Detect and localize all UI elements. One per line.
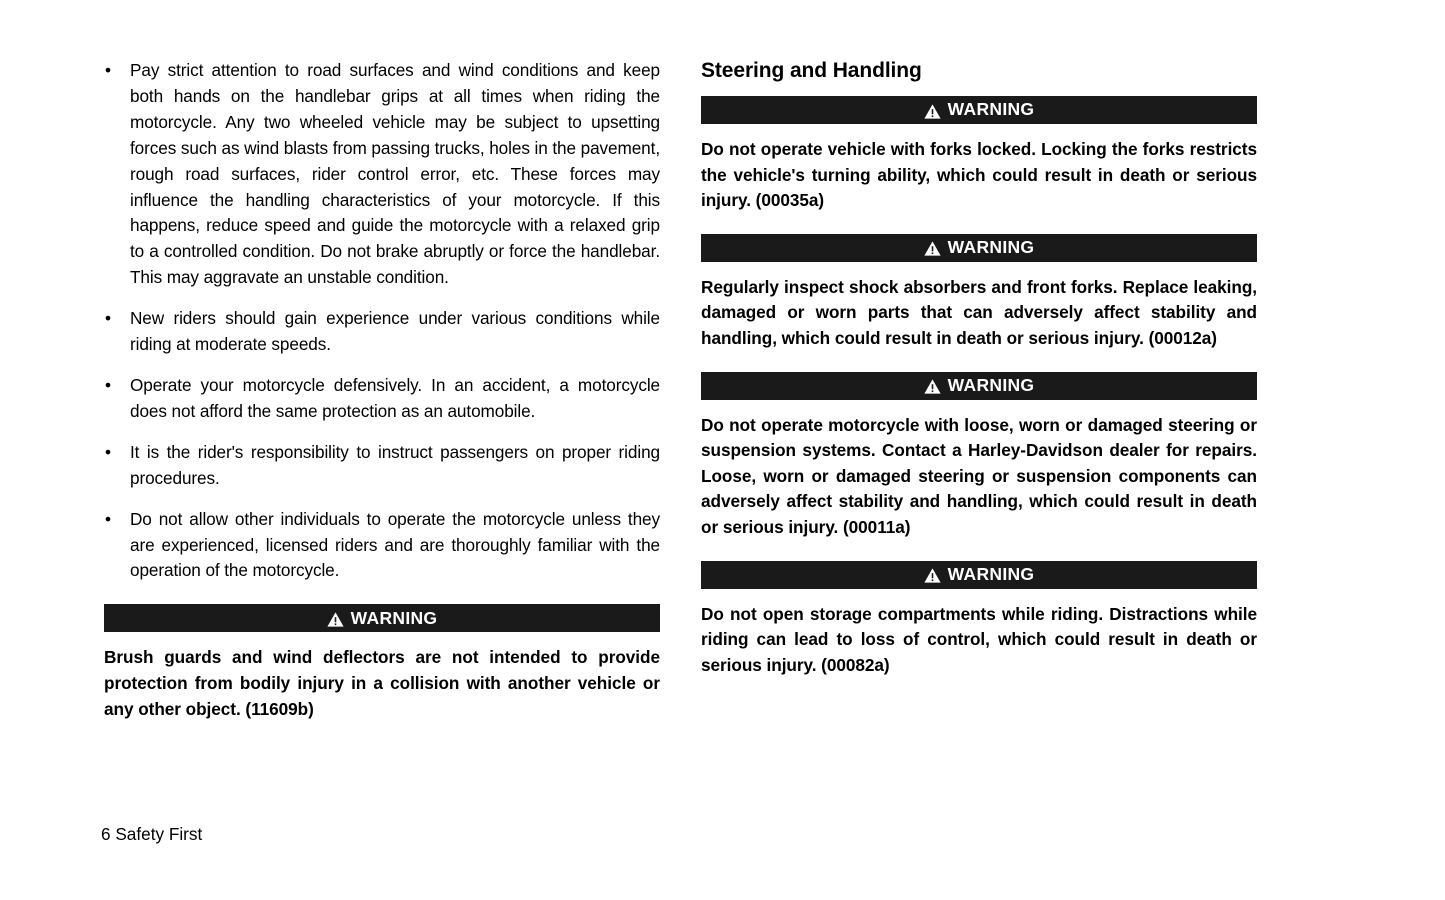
warning-triangle-icon [924,104,941,119]
page-footer: 6 Safety First [101,824,203,844]
warning-body-text: Do not open storage compartments while riding. Distractions while riding can lead to loss of control, which could result in death or serious injury. (00082a) [701,603,1257,675]
left-column [104,58,660,722]
list-item-text: New riders should gain experience under various conditions while riding at moderate speeds. [130,308,660,355]
list-item [104,306,660,358]
safety-bullet-list [104,58,660,584]
warning-triangle-icon [924,241,941,256]
warning-banner-label: WARNING [350,607,438,628]
list-item-text: Operate your motorcycle defensively. In an accident, a motorcycle does not afford the same protection as an automobile. [130,374,660,421]
warning-block [701,234,1257,352]
list-item [104,440,660,492]
warning-body-text: Do not operate vehicle with forks locked. Locking the forks restricts the vehicle's turning ability, which could result in death or serious injury. (00035a) [701,139,1257,211]
warning-banner-label: WARNING [947,563,1035,584]
bullet-marker-icon: • [105,441,111,462]
warning-banner [701,96,1257,124]
bullet-marker-icon: • [105,308,111,329]
bullet-marker-icon: • [105,60,111,80]
warning-banner-label: WARNING [947,237,1035,258]
warning-body-text: Brush guards and wind deflectors are not intended to provide protection from bodily injury in a collision with another vehicle or any other object. (11609b) [104,647,660,719]
list-item [104,373,660,425]
warning-banner-label: WARNING [947,374,1035,395]
warning-block [701,96,1257,214]
warning-block [701,561,1257,679]
warning-banner [104,604,660,632]
warning-block [701,372,1257,541]
list-item-text: Pay strict attention to road surfaces and wind conditions and keep both hands on the handlebar grips at all times when riding the motorcycle. Any two wheeled vehicle may be subject to upsetting forces such as wind blasts from passing trucks, holes in the pavement, rough road surfaces, rider control error, etc. These forces may influence the handling characteristics of your motorcycle. If this happens, reduce speed and guide the motorcycle with a relaxed grip to a controlled condition. Do not brake abruptly or force the handlebar. This may aggravate an unstable condition. [130,60,660,288]
list-item-text: It is the rider's responsibility to instruct passengers on proper riding procedures. [130,441,660,488]
warning-banner [701,234,1257,262]
warning-block [104,604,660,722]
warning-triangle-icon [924,379,941,394]
bullet-marker-icon: • [105,508,111,529]
right-column [701,58,1257,678]
list-item-text: Do not allow other individuals to operate the motorcycle unless they are experienced, licensed riders and are thoroughly familiar with the operation of the motorcycle. [130,508,660,581]
warning-banner-label: WARNING [947,99,1035,120]
page-title: Steering and Handling [701,59,922,82]
warning-body-text: Do not operate motorcycle with loose, worn or damaged steering or suspension systems. Contact a Harley-Davidson dealer for repairs. Loose, worn or damaged steering or suspension components can adversely affect stability and handling, which could result in death or serious injury. (00011a) [701,414,1257,537]
list-item [104,58,660,291]
warning-banner [701,372,1257,400]
warning-triangle-icon [327,612,344,627]
warning-triangle-icon [924,568,941,583]
warning-body-text: Regularly inspect shock absorbers and front forks. Replace leaking, damaged or worn parts that can adversely affect stability and handling, which could result in death or serious injury. (00012a) [701,276,1257,348]
list-item [104,507,660,585]
warning-banner [701,561,1257,589]
bullet-marker-icon: • [105,374,111,395]
